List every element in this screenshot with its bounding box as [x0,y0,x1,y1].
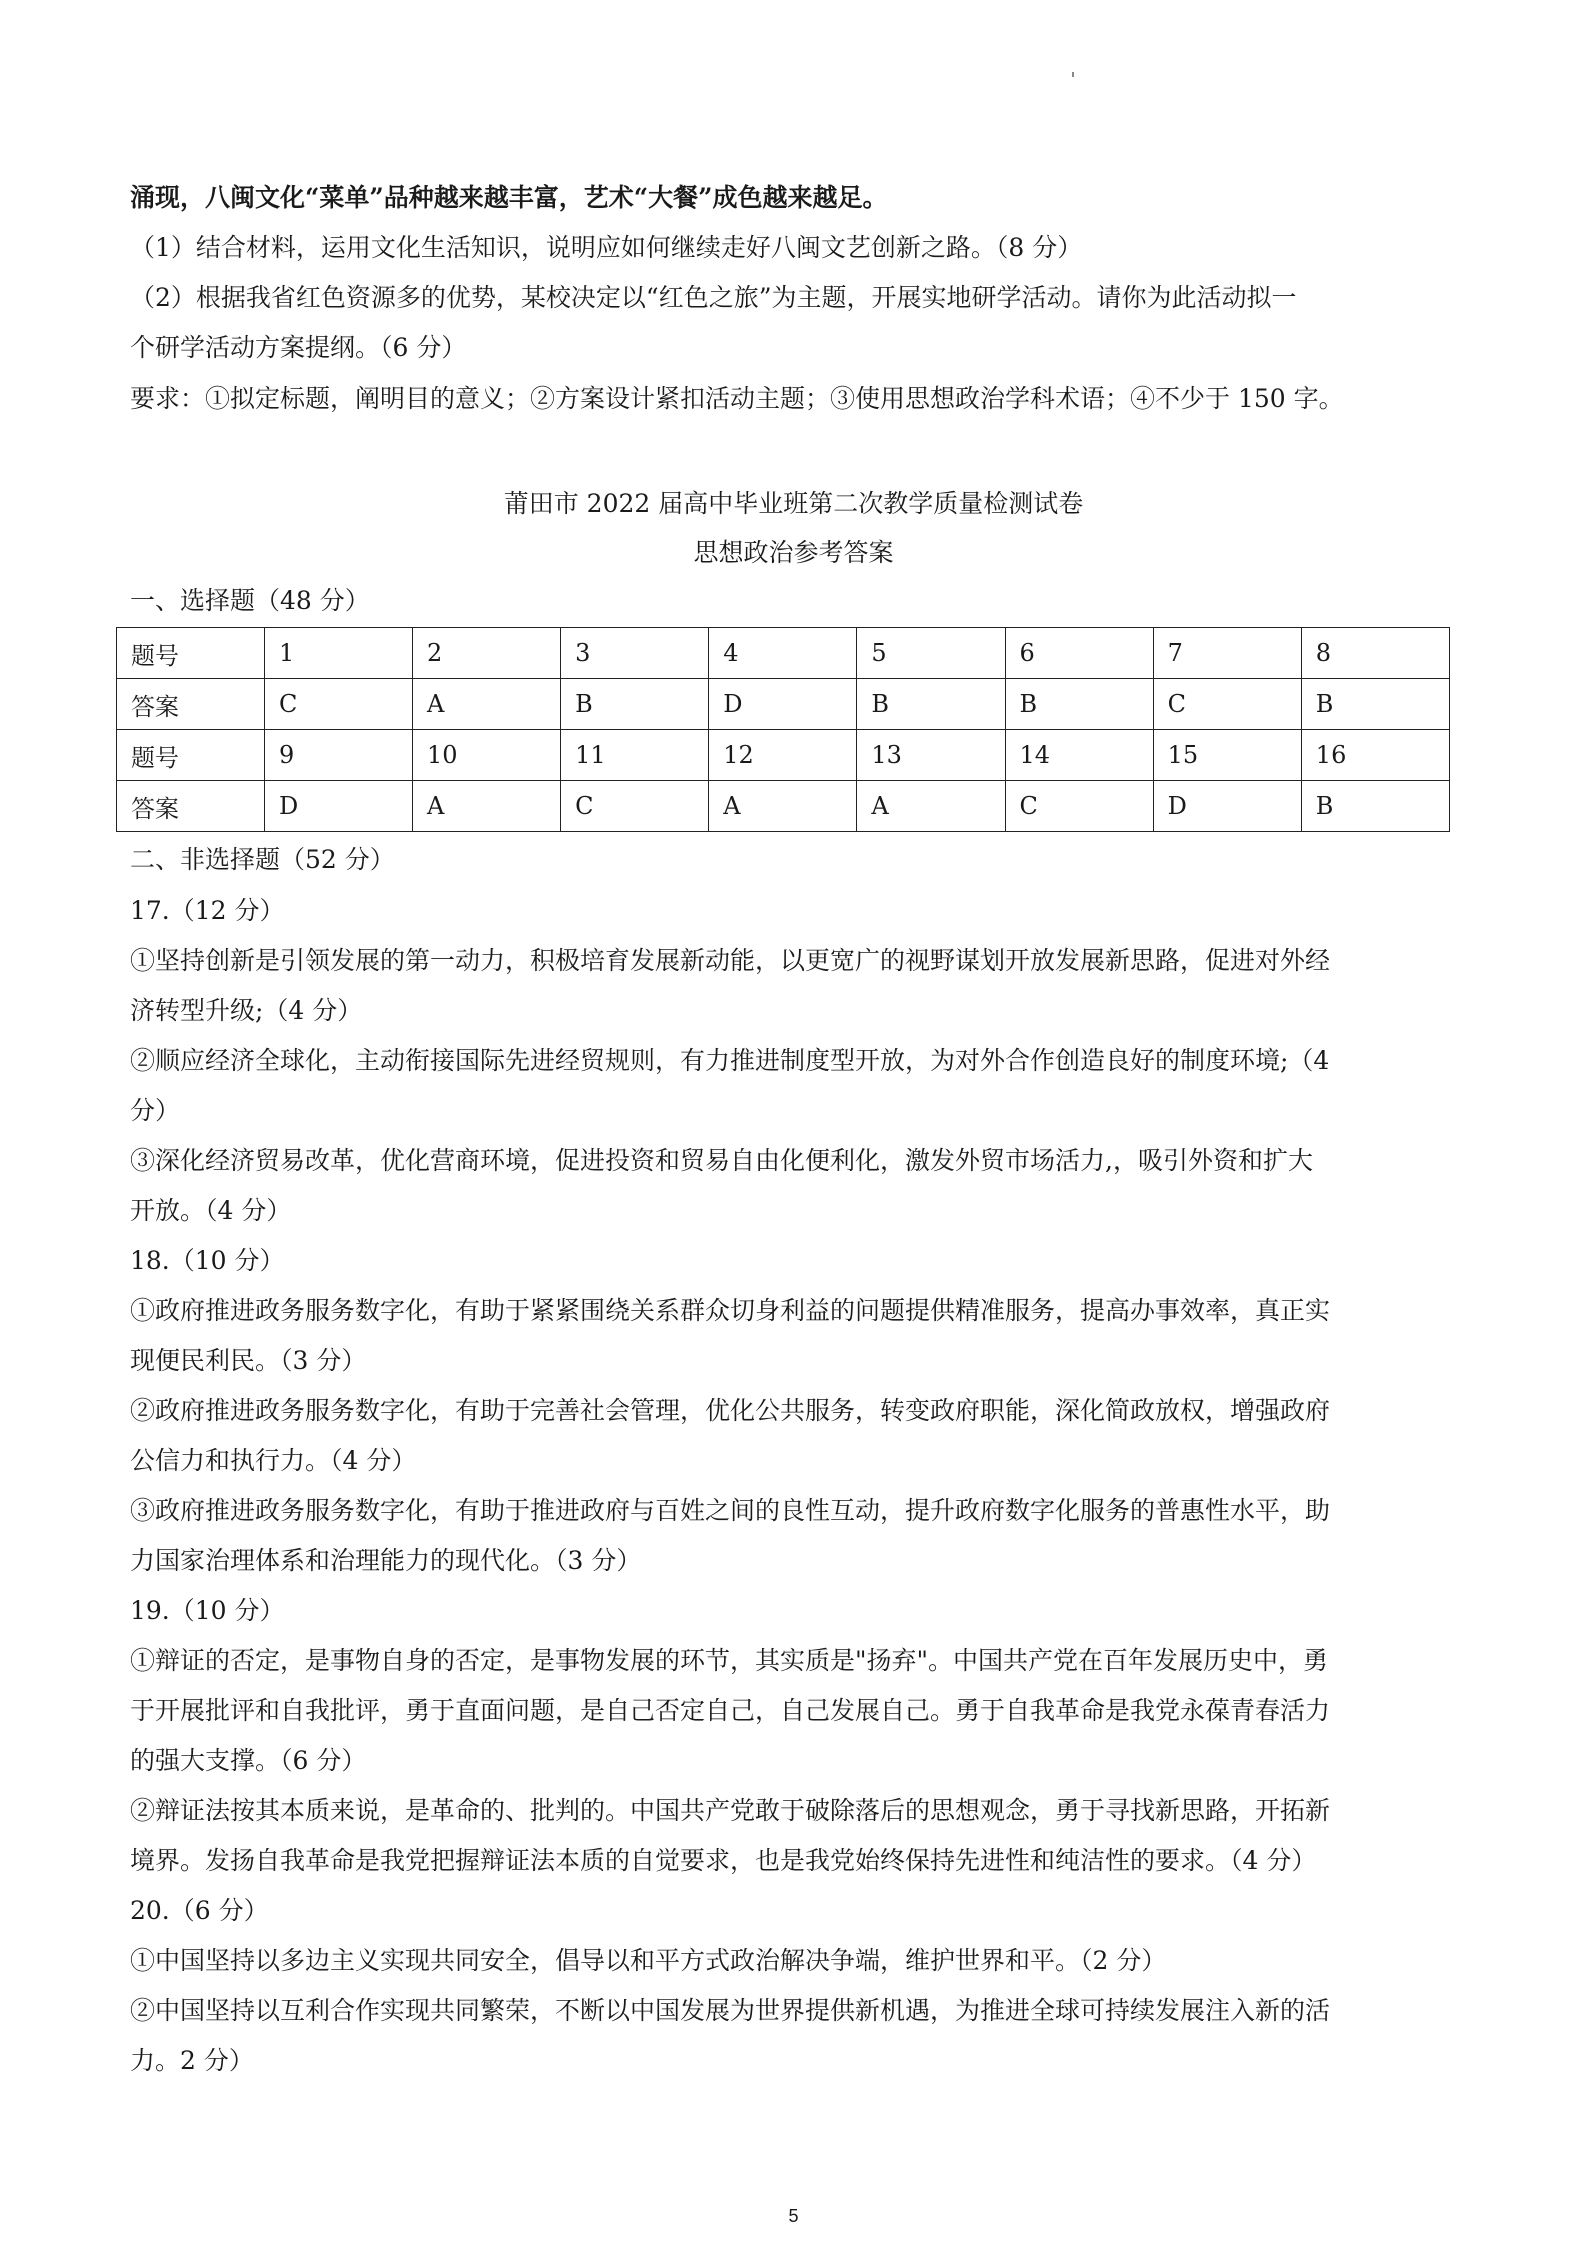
q17-line: 济转型升级;（4 分） [130,996,363,1025]
q20-line: ②中国坚持以互利合作实现共同繁荣，不断以中国发展为世界提供新机遇，为推进全球可持续发展注入新的活 [130,1996,1331,2025]
table-cell: 9 [265,730,413,781]
table-cell: A [412,781,560,832]
table-cell: 15 [1153,730,1301,781]
question-1: （1）结合材料，运用文化生活知识，说明应如何继续走好八闽文艺创新之路。（8 分） [130,233,1083,262]
answer-table [116,627,1450,832]
table-cell: C [1005,781,1153,832]
table-cell: 答案 [117,781,265,832]
table-cell: 10 [412,730,560,781]
table-cell: 答案 [117,679,265,730]
answer-subtitle: 思想政治参考答案 [693,538,894,567]
q17-line: 开放。（4 分） [130,1196,292,1225]
table-cell: D [1153,781,1301,832]
table-cell: C [1153,679,1301,730]
section-choice-heading: 一、选择题（48 分） [130,586,370,615]
q18-heading: 18.（10 分） [130,1246,285,1275]
q18-line: 力国家治理体系和治理能力的现代化。（3 分） [130,1546,642,1575]
table-cell: 题号 [117,628,265,679]
table-cell: 题号 [117,730,265,781]
page-number: 5 [788,2206,799,2226]
table-cell: 16 [1301,730,1449,781]
table-cell: C [265,679,413,730]
table-cell: 4 [709,628,857,679]
question-2-line-2: 个研学活动方案提纲。（6 分） [130,333,467,362]
table-cell: A [412,679,560,730]
requirements: 要求：①拟定标题，阐明目的意义；②方案设计紧扣活动主题；③使用思想政治学科术语；④不少于 150 字。 [130,384,1344,413]
q19-line: 的强大支撑。（6 分） [130,1746,367,1775]
table-cell: B [561,679,709,730]
table-cell: A [857,781,1005,832]
q18-line: 公信力和执行力。（4 分） [130,1446,417,1475]
table-cell: 8 [1301,628,1449,679]
q19-line: 于开展批评和自我批评，勇于直面问题，是自己否定自己，自己发展自己。勇于自我革命是我党永葆青春活力 [130,1696,1331,1725]
table-cell: 3 [561,628,709,679]
q19-line: ①辩证的否定，是事物自身的否定，是事物发展的环节，其实质是"扬弃"。中国共产党在百年发展历史中，勇 [130,1646,1329,1675]
table-cell: B [857,679,1005,730]
q17-line: ③深化经济贸易改革，优化营商环境，促进投资和贸易自由化便利化，激发外贸市场活力,，吸引外资和扩大 [130,1146,1313,1175]
q17-line: ②顺应经济全球化，主动衔接国际先进经贸规则，有力推进制度型开放，为对外合作创造良好的制度环境;（4 [130,1046,1330,1075]
table-cell: 1 [265,628,413,679]
table-cell: 2 [412,628,560,679]
table-cell: D [709,679,857,730]
table-cell: 6 [1005,628,1153,679]
question-2-line-1: （2）根据我省红色资源多的优势，某校决定以“红色之旅”为主题，开展实地研学活动。请你为此活动拟一 [130,283,1297,312]
q17-heading: 17.（12 分） [130,896,285,925]
q18-line: 现便民利民。（3 分） [130,1346,367,1375]
q19-line: ②辩证法按其本质来说，是革命的、批判的。中国共产党敢于破除落后的思想观念，勇于寻找新思路，开拓新 [130,1796,1331,1825]
table-row [117,679,1450,730]
q20-line: ①中国坚持以多边主义实现共同安全，倡导以和平方式政治解决争端，维护世界和平。（2 分） [130,1946,1167,1975]
q20-line: 力。2 分） [130,2046,254,2075]
table-cell: 5 [857,628,1005,679]
q18-line: ①政府推进政务服务数字化，有助于紧紧围绕关系群众切身利益的问题提供精准服务，提高办事效率，真正实 [130,1296,1331,1325]
answer-title: 莆田市 2022 届高中毕业班第二次教学质量检测试卷 [503,489,1084,518]
table-cell: B [1301,781,1449,832]
table-row [117,730,1450,781]
intro-line: 涌现，八闽文化“菜单”品种越来越丰富，艺术“大餐”成色越来越足。 [130,183,888,212]
q17-line: ①坚持创新是引领发展的第一动力，积极培育发展新动能，以更宽广的视野谋划开放发展新思路，促进对外经 [130,946,1331,975]
q19-heading: 19.（10 分） [130,1596,285,1625]
table-cell: A [709,781,857,832]
scan-mark [1072,72,1074,77]
table-cell: 7 [1153,628,1301,679]
table-row [117,781,1450,832]
table-cell: D [265,781,413,832]
section-essay-heading: 二、非选择题（52 分） [130,845,395,874]
q18-line: ②政府推进政务服务数字化，有助于完善社会管理，优化公共服务，转变政府职能，深化简政放权，增强政府 [130,1396,1331,1425]
table-cell: B [1301,679,1449,730]
table-cell: C [561,781,709,832]
table-cell: 11 [561,730,709,781]
table-row [117,628,1450,679]
table-cell: 14 [1005,730,1153,781]
q19-line: 境界。发扬自我革命是我党把握辩证法本质的自觉要求，也是我党始终保持先进性和纯洁性的要求。（4 分） [130,1846,1317,1875]
q18-line: ③政府推进政务服务数字化，有助于推进政府与百姓之间的良性互动，提升政府数字化服务的普惠性水平，助 [130,1496,1331,1525]
table-cell: 12 [709,730,857,781]
q17-line: 分） [130,1096,181,1125]
table-cell: 13 [857,730,1005,781]
table-cell: B [1005,679,1153,730]
q20-heading: 20.（6 分） [130,1896,269,1925]
